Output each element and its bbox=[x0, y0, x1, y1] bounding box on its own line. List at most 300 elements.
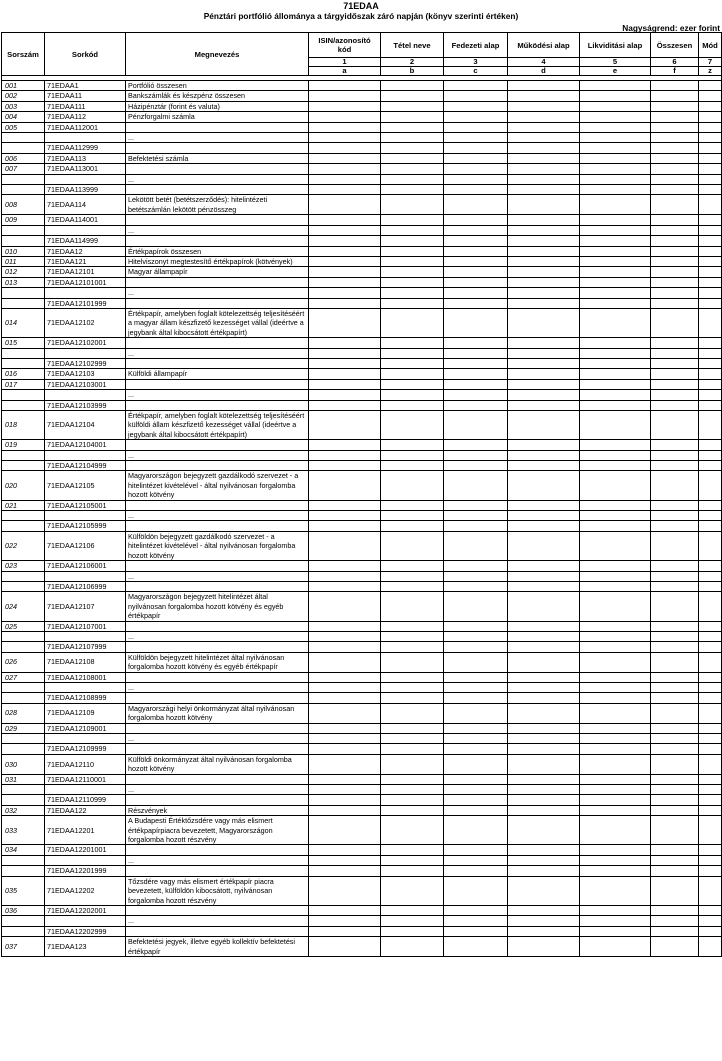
fedezeti-alap-cell[interactable] bbox=[444, 703, 508, 723]
tetel-neve-cell[interactable] bbox=[381, 723, 444, 733]
tetel-neve-cell[interactable] bbox=[381, 440, 444, 450]
mukodesi-alap-cell[interactable] bbox=[508, 390, 580, 400]
isin-cell[interactable] bbox=[309, 734, 381, 744]
fedezeti-alap-cell[interactable] bbox=[444, 642, 508, 652]
mukodesi-alap-cell[interactable] bbox=[508, 693, 580, 703]
likviditasi-alap-cell[interactable] bbox=[580, 561, 651, 571]
fedezeti-alap-cell[interactable] bbox=[444, 734, 508, 744]
isin-cell[interactable] bbox=[309, 369, 381, 379]
mod-cell[interactable] bbox=[699, 225, 722, 235]
mukodesi-alap-cell[interactable] bbox=[508, 143, 580, 153]
tetel-neve-cell[interactable] bbox=[381, 816, 444, 845]
tetel-neve-cell[interactable] bbox=[381, 703, 444, 723]
mod-cell[interactable] bbox=[699, 592, 722, 621]
osszesen-cell[interactable] bbox=[651, 855, 699, 865]
mod-cell[interactable] bbox=[699, 308, 722, 337]
likviditasi-alap-cell[interactable] bbox=[580, 91, 651, 101]
fedezeti-alap-cell[interactable] bbox=[444, 845, 508, 855]
likviditasi-alap-cell[interactable] bbox=[580, 164, 651, 174]
isin-cell[interactable] bbox=[309, 581, 381, 591]
osszesen-cell[interactable] bbox=[651, 298, 699, 308]
likviditasi-alap-cell[interactable] bbox=[580, 246, 651, 256]
likviditasi-alap-cell[interactable] bbox=[580, 937, 651, 957]
tetel-neve-cell[interactable] bbox=[381, 338, 444, 348]
tetel-neve-cell[interactable] bbox=[381, 411, 444, 440]
mukodesi-alap-cell[interactable] bbox=[508, 277, 580, 287]
mukodesi-alap-cell[interactable] bbox=[508, 723, 580, 733]
osszesen-cell[interactable] bbox=[651, 91, 699, 101]
likviditasi-alap-cell[interactable] bbox=[580, 267, 651, 277]
likviditasi-alap-cell[interactable] bbox=[580, 358, 651, 368]
tetel-neve-cell[interactable] bbox=[381, 195, 444, 215]
tetel-neve-cell[interactable] bbox=[381, 81, 444, 91]
likviditasi-alap-cell[interactable] bbox=[580, 531, 651, 560]
fedezeti-alap-cell[interactable] bbox=[444, 500, 508, 510]
fedezeti-alap-cell[interactable] bbox=[444, 795, 508, 805]
osszesen-cell[interactable] bbox=[651, 215, 699, 225]
osszesen-cell[interactable] bbox=[651, 723, 699, 733]
mod-cell[interactable] bbox=[699, 133, 722, 143]
tetel-neve-cell[interactable] bbox=[381, 876, 444, 905]
tetel-neve-cell[interactable] bbox=[381, 511, 444, 521]
osszesen-cell[interactable] bbox=[651, 81, 699, 91]
mukodesi-alap-cell[interactable] bbox=[508, 774, 580, 784]
osszesen-cell[interactable] bbox=[651, 561, 699, 571]
osszesen-cell[interactable] bbox=[651, 379, 699, 389]
osszesen-cell[interactable] bbox=[651, 185, 699, 195]
fedezeti-alap-cell[interactable] bbox=[444, 521, 508, 531]
mod-cell[interactable] bbox=[699, 400, 722, 410]
osszesen-cell[interactable] bbox=[651, 754, 699, 774]
osszesen-cell[interactable] bbox=[651, 937, 699, 957]
mod-cell[interactable] bbox=[699, 795, 722, 805]
likviditasi-alap-cell[interactable] bbox=[580, 122, 651, 132]
tetel-neve-cell[interactable] bbox=[381, 308, 444, 337]
isin-cell[interactable] bbox=[309, 631, 381, 641]
isin-cell[interactable] bbox=[309, 215, 381, 225]
mod-cell[interactable] bbox=[699, 693, 722, 703]
mukodesi-alap-cell[interactable] bbox=[508, 440, 580, 450]
tetel-neve-cell[interactable] bbox=[381, 592, 444, 621]
tetel-neve-cell[interactable] bbox=[381, 101, 444, 111]
osszesen-cell[interactable] bbox=[651, 785, 699, 795]
tetel-neve-cell[interactable] bbox=[381, 122, 444, 132]
mod-cell[interactable] bbox=[699, 122, 722, 132]
isin-cell[interactable] bbox=[309, 621, 381, 631]
tetel-neve-cell[interactable] bbox=[381, 369, 444, 379]
tetel-neve-cell[interactable] bbox=[381, 855, 444, 865]
isin-cell[interactable] bbox=[309, 358, 381, 368]
likviditasi-alap-cell[interactable] bbox=[580, 277, 651, 287]
likviditasi-alap-cell[interactable] bbox=[580, 744, 651, 754]
mukodesi-alap-cell[interactable] bbox=[508, 592, 580, 621]
likviditasi-alap-cell[interactable] bbox=[580, 461, 651, 471]
osszesen-cell[interactable] bbox=[651, 500, 699, 510]
mukodesi-alap-cell[interactable] bbox=[508, 876, 580, 905]
mod-cell[interactable] bbox=[699, 785, 722, 795]
likviditasi-alap-cell[interactable] bbox=[580, 905, 651, 915]
tetel-neve-cell[interactable] bbox=[381, 672, 444, 682]
mukodesi-alap-cell[interactable] bbox=[508, 288, 580, 298]
mukodesi-alap-cell[interactable] bbox=[508, 358, 580, 368]
mod-cell[interactable] bbox=[699, 744, 722, 754]
mukodesi-alap-cell[interactable] bbox=[508, 500, 580, 510]
mukodesi-alap-cell[interactable] bbox=[508, 754, 580, 774]
isin-cell[interactable] bbox=[309, 754, 381, 774]
tetel-neve-cell[interactable] bbox=[381, 348, 444, 358]
mukodesi-alap-cell[interactable] bbox=[508, 561, 580, 571]
tetel-neve-cell[interactable] bbox=[381, 471, 444, 500]
tetel-neve-cell[interactable] bbox=[381, 905, 444, 915]
tetel-neve-cell[interactable] bbox=[381, 785, 444, 795]
osszesen-cell[interactable] bbox=[651, 338, 699, 348]
fedezeti-alap-cell[interactable] bbox=[444, 450, 508, 460]
likviditasi-alap-cell[interactable] bbox=[580, 642, 651, 652]
isin-cell[interactable] bbox=[309, 122, 381, 132]
mod-cell[interactable] bbox=[699, 450, 722, 460]
fedezeti-alap-cell[interactable] bbox=[444, 785, 508, 795]
likviditasi-alap-cell[interactable] bbox=[580, 133, 651, 143]
mukodesi-alap-cell[interactable] bbox=[508, 785, 580, 795]
likviditasi-alap-cell[interactable] bbox=[580, 672, 651, 682]
tetel-neve-cell[interactable] bbox=[381, 805, 444, 815]
isin-cell[interactable] bbox=[309, 390, 381, 400]
tetel-neve-cell[interactable] bbox=[381, 400, 444, 410]
mod-cell[interactable] bbox=[699, 816, 722, 845]
mod-cell[interactable] bbox=[699, 621, 722, 631]
tetel-neve-cell[interactable] bbox=[381, 358, 444, 368]
fedezeti-alap-cell[interactable] bbox=[444, 926, 508, 936]
likviditasi-alap-cell[interactable] bbox=[580, 81, 651, 91]
osszesen-cell[interactable] bbox=[651, 703, 699, 723]
tetel-neve-cell[interactable] bbox=[381, 916, 444, 926]
mod-cell[interactable] bbox=[699, 358, 722, 368]
likviditasi-alap-cell[interactable] bbox=[580, 153, 651, 163]
likviditasi-alap-cell[interactable] bbox=[580, 411, 651, 440]
mod-cell[interactable] bbox=[699, 288, 722, 298]
mod-cell[interactable] bbox=[699, 937, 722, 957]
likviditasi-alap-cell[interactable] bbox=[580, 298, 651, 308]
fedezeti-alap-cell[interactable] bbox=[444, 246, 508, 256]
tetel-neve-cell[interactable] bbox=[381, 642, 444, 652]
mod-cell[interactable] bbox=[699, 379, 722, 389]
mod-cell[interactable] bbox=[699, 845, 722, 855]
osszesen-cell[interactable] bbox=[651, 277, 699, 287]
mukodesi-alap-cell[interactable] bbox=[508, 400, 580, 410]
isin-cell[interactable] bbox=[309, 133, 381, 143]
tetel-neve-cell[interactable] bbox=[381, 581, 444, 591]
mukodesi-alap-cell[interactable] bbox=[508, 521, 580, 531]
mod-cell[interactable] bbox=[699, 723, 722, 733]
mod-cell[interactable] bbox=[699, 153, 722, 163]
isin-cell[interactable] bbox=[309, 256, 381, 266]
fedezeti-alap-cell[interactable] bbox=[444, 723, 508, 733]
fedezeti-alap-cell[interactable] bbox=[444, 855, 508, 865]
mod-cell[interactable] bbox=[699, 581, 722, 591]
mukodesi-alap-cell[interactable] bbox=[508, 225, 580, 235]
isin-cell[interactable] bbox=[309, 143, 381, 153]
osszesen-cell[interactable] bbox=[651, 581, 699, 591]
fedezeti-alap-cell[interactable] bbox=[444, 774, 508, 784]
tetel-neve-cell[interactable] bbox=[381, 174, 444, 184]
fedezeti-alap-cell[interactable] bbox=[444, 471, 508, 500]
likviditasi-alap-cell[interactable] bbox=[580, 916, 651, 926]
osszesen-cell[interactable] bbox=[651, 693, 699, 703]
tetel-neve-cell[interactable] bbox=[381, 521, 444, 531]
osszesen-cell[interactable] bbox=[651, 246, 699, 256]
mod-cell[interactable] bbox=[699, 185, 722, 195]
mukodesi-alap-cell[interactable] bbox=[508, 185, 580, 195]
isin-cell[interactable] bbox=[309, 866, 381, 876]
osszesen-cell[interactable] bbox=[651, 531, 699, 560]
mod-cell[interactable] bbox=[699, 143, 722, 153]
isin-cell[interactable] bbox=[309, 225, 381, 235]
osszesen-cell[interactable] bbox=[651, 256, 699, 266]
osszesen-cell[interactable] bbox=[651, 521, 699, 531]
mod-cell[interactable] bbox=[699, 916, 722, 926]
isin-cell[interactable] bbox=[309, 112, 381, 122]
isin-cell[interactable] bbox=[309, 672, 381, 682]
isin-cell[interactable] bbox=[309, 471, 381, 500]
mukodesi-alap-cell[interactable] bbox=[508, 122, 580, 132]
isin-cell[interactable] bbox=[309, 91, 381, 101]
tetel-neve-cell[interactable] bbox=[381, 153, 444, 163]
isin-cell[interactable] bbox=[309, 926, 381, 936]
mukodesi-alap-cell[interactable] bbox=[508, 531, 580, 560]
mod-cell[interactable] bbox=[699, 246, 722, 256]
fedezeti-alap-cell[interactable] bbox=[444, 133, 508, 143]
fedezeti-alap-cell[interactable] bbox=[444, 288, 508, 298]
mukodesi-alap-cell[interactable] bbox=[508, 101, 580, 111]
likviditasi-alap-cell[interactable] bbox=[580, 652, 651, 672]
mukodesi-alap-cell[interactable] bbox=[508, 795, 580, 805]
osszesen-cell[interactable] bbox=[651, 805, 699, 815]
mukodesi-alap-cell[interactable] bbox=[508, 411, 580, 440]
fedezeti-alap-cell[interactable] bbox=[444, 916, 508, 926]
tetel-neve-cell[interactable] bbox=[381, 693, 444, 703]
isin-cell[interactable] bbox=[309, 592, 381, 621]
mod-cell[interactable] bbox=[699, 101, 722, 111]
likviditasi-alap-cell[interactable] bbox=[580, 185, 651, 195]
fedezeti-alap-cell[interactable] bbox=[444, 581, 508, 591]
osszesen-cell[interactable] bbox=[651, 195, 699, 215]
likviditasi-alap-cell[interactable] bbox=[580, 215, 651, 225]
tetel-neve-cell[interactable] bbox=[381, 185, 444, 195]
fedezeti-alap-cell[interactable] bbox=[444, 805, 508, 815]
isin-cell[interactable] bbox=[309, 298, 381, 308]
mukodesi-alap-cell[interactable] bbox=[508, 338, 580, 348]
mod-cell[interactable] bbox=[699, 440, 722, 450]
mukodesi-alap-cell[interactable] bbox=[508, 642, 580, 652]
fedezeti-alap-cell[interactable] bbox=[444, 816, 508, 845]
mukodesi-alap-cell[interactable] bbox=[508, 926, 580, 936]
isin-cell[interactable] bbox=[309, 916, 381, 926]
mod-cell[interactable] bbox=[699, 521, 722, 531]
mod-cell[interactable] bbox=[699, 91, 722, 101]
tetel-neve-cell[interactable] bbox=[381, 277, 444, 287]
fedezeti-alap-cell[interactable] bbox=[444, 225, 508, 235]
tetel-neve-cell[interactable] bbox=[381, 225, 444, 235]
osszesen-cell[interactable] bbox=[651, 358, 699, 368]
fedezeti-alap-cell[interactable] bbox=[444, 652, 508, 672]
fedezeti-alap-cell[interactable] bbox=[444, 876, 508, 905]
isin-cell[interactable] bbox=[309, 816, 381, 845]
likviditasi-alap-cell[interactable] bbox=[580, 631, 651, 641]
tetel-neve-cell[interactable] bbox=[381, 390, 444, 400]
tetel-neve-cell[interactable] bbox=[381, 236, 444, 246]
fedezeti-alap-cell[interactable] bbox=[444, 338, 508, 348]
osszesen-cell[interactable] bbox=[651, 122, 699, 132]
osszesen-cell[interactable] bbox=[651, 450, 699, 460]
fedezeti-alap-cell[interactable] bbox=[444, 400, 508, 410]
fedezeti-alap-cell[interactable] bbox=[444, 744, 508, 754]
fedezeti-alap-cell[interactable] bbox=[444, 461, 508, 471]
fedezeti-alap-cell[interactable] bbox=[444, 236, 508, 246]
osszesen-cell[interactable] bbox=[651, 816, 699, 845]
osszesen-cell[interactable] bbox=[651, 225, 699, 235]
likviditasi-alap-cell[interactable] bbox=[580, 288, 651, 298]
isin-cell[interactable] bbox=[309, 682, 381, 692]
fedezeti-alap-cell[interactable] bbox=[444, 308, 508, 337]
tetel-neve-cell[interactable] bbox=[381, 774, 444, 784]
osszesen-cell[interactable] bbox=[651, 631, 699, 641]
mod-cell[interactable] bbox=[699, 338, 722, 348]
fedezeti-alap-cell[interactable] bbox=[444, 754, 508, 774]
mod-cell[interactable] bbox=[699, 571, 722, 581]
osszesen-cell[interactable] bbox=[651, 845, 699, 855]
tetel-neve-cell[interactable] bbox=[381, 143, 444, 153]
mod-cell[interactable] bbox=[699, 855, 722, 865]
osszesen-cell[interactable] bbox=[651, 672, 699, 682]
likviditasi-alap-cell[interactable] bbox=[580, 112, 651, 122]
tetel-neve-cell[interactable] bbox=[381, 795, 444, 805]
osszesen-cell[interactable] bbox=[651, 926, 699, 936]
isin-cell[interactable] bbox=[309, 288, 381, 298]
mod-cell[interactable] bbox=[699, 876, 722, 905]
tetel-neve-cell[interactable] bbox=[381, 754, 444, 774]
mukodesi-alap-cell[interactable] bbox=[508, 682, 580, 692]
osszesen-cell[interactable] bbox=[651, 744, 699, 754]
fedezeti-alap-cell[interactable] bbox=[444, 122, 508, 132]
tetel-neve-cell[interactable] bbox=[381, 744, 444, 754]
mukodesi-alap-cell[interactable] bbox=[508, 905, 580, 915]
tetel-neve-cell[interactable] bbox=[381, 926, 444, 936]
mukodesi-alap-cell[interactable] bbox=[508, 81, 580, 91]
tetel-neve-cell[interactable] bbox=[381, 112, 444, 122]
isin-cell[interactable] bbox=[309, 411, 381, 440]
mukodesi-alap-cell[interactable] bbox=[508, 153, 580, 163]
likviditasi-alap-cell[interactable] bbox=[580, 785, 651, 795]
osszesen-cell[interactable] bbox=[651, 112, 699, 122]
fedezeti-alap-cell[interactable] bbox=[444, 298, 508, 308]
tetel-neve-cell[interactable] bbox=[381, 133, 444, 143]
tetel-neve-cell[interactable] bbox=[381, 379, 444, 389]
isin-cell[interactable] bbox=[309, 744, 381, 754]
isin-cell[interactable] bbox=[309, 511, 381, 521]
fedezeti-alap-cell[interactable] bbox=[444, 561, 508, 571]
mod-cell[interactable] bbox=[699, 734, 722, 744]
osszesen-cell[interactable] bbox=[651, 440, 699, 450]
mukodesi-alap-cell[interactable] bbox=[508, 471, 580, 500]
fedezeti-alap-cell[interactable] bbox=[444, 348, 508, 358]
mod-cell[interactable] bbox=[699, 112, 722, 122]
mukodesi-alap-cell[interactable] bbox=[508, 734, 580, 744]
likviditasi-alap-cell[interactable] bbox=[580, 845, 651, 855]
tetel-neve-cell[interactable] bbox=[381, 267, 444, 277]
isin-cell[interactable] bbox=[309, 855, 381, 865]
isin-cell[interactable] bbox=[309, 937, 381, 957]
osszesen-cell[interactable] bbox=[651, 876, 699, 905]
likviditasi-alap-cell[interactable] bbox=[580, 693, 651, 703]
tetel-neve-cell[interactable] bbox=[381, 450, 444, 460]
osszesen-cell[interactable] bbox=[651, 571, 699, 581]
likviditasi-alap-cell[interactable] bbox=[580, 571, 651, 581]
isin-cell[interactable] bbox=[309, 703, 381, 723]
mukodesi-alap-cell[interactable] bbox=[508, 652, 580, 672]
osszesen-cell[interactable] bbox=[651, 461, 699, 471]
osszesen-cell[interactable] bbox=[651, 905, 699, 915]
fedezeti-alap-cell[interactable] bbox=[444, 672, 508, 682]
mukodesi-alap-cell[interactable] bbox=[508, 379, 580, 389]
mod-cell[interactable] bbox=[699, 348, 722, 358]
isin-cell[interactable] bbox=[309, 561, 381, 571]
likviditasi-alap-cell[interactable] bbox=[580, 379, 651, 389]
tetel-neve-cell[interactable] bbox=[381, 246, 444, 256]
mod-cell[interactable] bbox=[699, 672, 722, 682]
isin-cell[interactable] bbox=[309, 531, 381, 560]
fedezeti-alap-cell[interactable] bbox=[444, 91, 508, 101]
mod-cell[interactable] bbox=[699, 774, 722, 784]
likviditasi-alap-cell[interactable] bbox=[580, 500, 651, 510]
fedezeti-alap-cell[interactable] bbox=[444, 112, 508, 122]
likviditasi-alap-cell[interactable] bbox=[580, 805, 651, 815]
osszesen-cell[interactable] bbox=[651, 621, 699, 631]
likviditasi-alap-cell[interactable] bbox=[580, 795, 651, 805]
fedezeti-alap-cell[interactable] bbox=[444, 411, 508, 440]
fedezeti-alap-cell[interactable] bbox=[444, 81, 508, 91]
mod-cell[interactable] bbox=[699, 215, 722, 225]
mod-cell[interactable] bbox=[699, 511, 722, 521]
isin-cell[interactable] bbox=[309, 440, 381, 450]
fedezeti-alap-cell[interactable] bbox=[444, 379, 508, 389]
osszesen-cell[interactable] bbox=[651, 916, 699, 926]
isin-cell[interactable] bbox=[309, 845, 381, 855]
tetel-neve-cell[interactable] bbox=[381, 288, 444, 298]
likviditasi-alap-cell[interactable] bbox=[580, 866, 651, 876]
likviditasi-alap-cell[interactable] bbox=[580, 682, 651, 692]
tetel-neve-cell[interactable] bbox=[381, 682, 444, 692]
osszesen-cell[interactable] bbox=[651, 411, 699, 440]
fedezeti-alap-cell[interactable] bbox=[444, 195, 508, 215]
mod-cell[interactable] bbox=[699, 926, 722, 936]
osszesen-cell[interactable] bbox=[651, 774, 699, 784]
mod-cell[interactable] bbox=[699, 298, 722, 308]
isin-cell[interactable] bbox=[309, 571, 381, 581]
likviditasi-alap-cell[interactable] bbox=[580, 876, 651, 905]
fedezeti-alap-cell[interactable] bbox=[444, 693, 508, 703]
osszesen-cell[interactable] bbox=[651, 267, 699, 277]
osszesen-cell[interactable] bbox=[651, 143, 699, 153]
likviditasi-alap-cell[interactable] bbox=[580, 511, 651, 521]
osszesen-cell[interactable] bbox=[651, 133, 699, 143]
mod-cell[interactable] bbox=[699, 174, 722, 184]
likviditasi-alap-cell[interactable] bbox=[580, 592, 651, 621]
mod-cell[interactable] bbox=[699, 561, 722, 571]
mukodesi-alap-cell[interactable] bbox=[508, 621, 580, 631]
likviditasi-alap-cell[interactable] bbox=[580, 440, 651, 450]
likviditasi-alap-cell[interactable] bbox=[580, 308, 651, 337]
tetel-neve-cell[interactable] bbox=[381, 500, 444, 510]
